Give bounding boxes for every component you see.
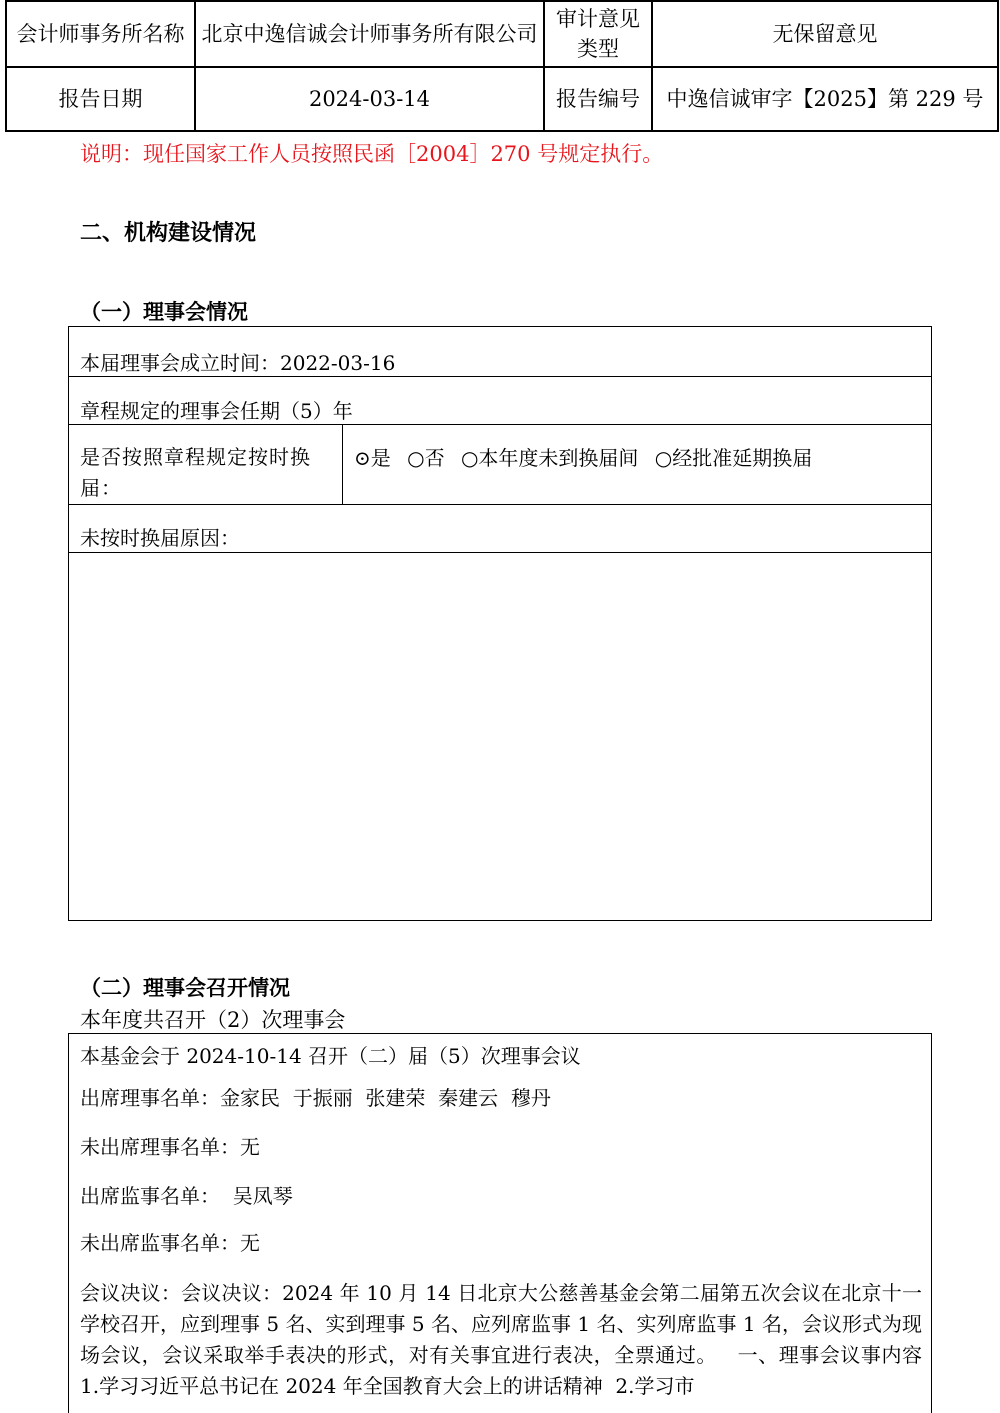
renewal-option-not-due[interactable]: ○本年度未到换届间 bbox=[460, 446, 639, 470]
number-value: 中逸信诚审字【2025】第 229 号 bbox=[652, 67, 998, 131]
audit-info-table bbox=[5, 0, 999, 132]
date-label: 报告日期 bbox=[6, 67, 195, 131]
board-established: 本届理事会成立时间：2022-03-16 bbox=[80, 351, 396, 375]
attended-directors: 出席理事名单：金家民 于振丽 张建荣 秦建云 穆丹 bbox=[80, 1086, 551, 1110]
absent-directors: 未出席理事名单：无 bbox=[80, 1135, 260, 1159]
board-section-title: （一）理事会情况 bbox=[80, 299, 248, 324]
renewal-option-yes[interactable]: ⊙是 bbox=[354, 446, 391, 470]
renewal-options bbox=[354, 442, 822, 471]
opinion-value: 无保留意见 bbox=[652, 1, 998, 67]
absent-supervisors: 未出席监事名单：无 bbox=[80, 1231, 260, 1255]
attended-supervisors: 出席监事名单： 吴凤琴 bbox=[80, 1184, 293, 1208]
section-title: 二、机构建设情况 bbox=[80, 220, 257, 246]
board-term: 章程规定的理事会任期（5）年 bbox=[80, 399, 353, 423]
reason-box bbox=[69, 553, 931, 920]
opinion-label: 审计意见类型 bbox=[544, 1, 652, 67]
meetings-section-title: （二）理事会召开情况 bbox=[80, 975, 290, 1000]
renewal-label: 是否按照章程规定按时换届： bbox=[80, 445, 311, 500]
reason-label-row bbox=[69, 505, 931, 553]
meeting-heading: 本基金会于 2024-10-14 召开（二）届（5）次理事会议 bbox=[80, 1044, 581, 1068]
firm-value: 北京中逸信诚会计师事务所有限公司 bbox=[195, 1, 544, 67]
number-label: 报告编号 bbox=[544, 67, 652, 131]
firm-label: 会计师事务所名称 bbox=[6, 1, 195, 67]
renewal-option-no[interactable]: ○否 bbox=[407, 446, 445, 470]
date-value: 2024-03-14 bbox=[195, 67, 544, 131]
board-term-row bbox=[69, 377, 931, 425]
reason-label: 未按时换届原因： bbox=[80, 526, 240, 550]
cell-divider bbox=[342, 425, 343, 504]
renewal-option-extended[interactable]: ○经批准延期换届 bbox=[654, 446, 813, 470]
meetings-count: 本年度共召开（2）次理事会 bbox=[80, 1008, 346, 1032]
meeting-box bbox=[68, 1033, 942, 1413]
meeting-resolution: 会议决议：会议决议：2024 年 10 月 14 日北京大公慈善基金会第二届第五次会议在北京十一学校召开，应到理事 5 名、实到理事 5 名、应列席监事 1 名、实列席监事 1 名，会议形式为现场会议，会议采取举手表决的形式，对有关事宜进行表决，全票通过。 一、理事会议事内容 1.学习习近平总书记在 2024 年全国教育大会上的讲话精神 2.学习市 bbox=[80, 1281, 942, 1398]
note-text: 说明：现任国家工作人员按照民函［2004］270 号规定执行。 bbox=[80, 142, 664, 166]
board-renewal-row bbox=[69, 425, 931, 505]
board-info-table bbox=[68, 326, 932, 921]
board-established-row bbox=[69, 327, 931, 377]
